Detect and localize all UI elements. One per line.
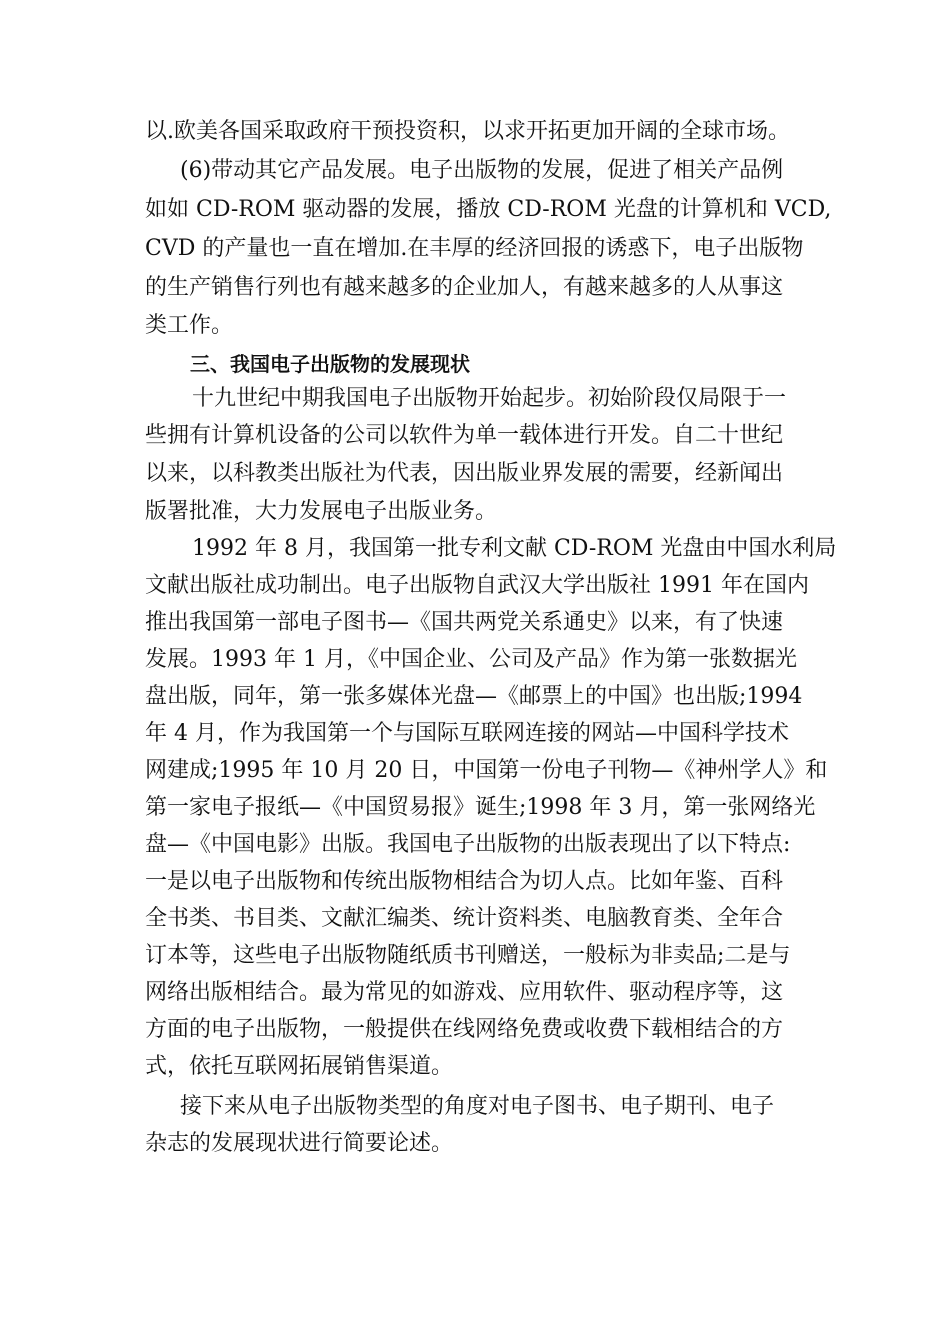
text-line: 杂志的发展现状进行简要论述。: [145, 1131, 454, 1156]
text-line: 全书类、书目类、文献汇编类、统计资料类、电脑教育类、全年合: [145, 906, 784, 931]
text-line: 1992 年 8 月，我国第一批专利文献 CD-ROM 光盘由中国水利局: [192, 536, 837, 561]
text-line: 些拥有计算机设备的公司以软件为单一载体进行开发。自二十世纪: [145, 423, 784, 448]
text-line: 文献出版社成功制出。电子出版物自武汉大学出版社 1991 年在国内: [145, 573, 809, 598]
text-line: 的生产销售行列也有越来越多的企业加人，有越来越多的人从事这: [145, 275, 784, 300]
text-line: 以来，以科教类出版社为代表，因出版业界发展的需要，经新闻出: [145, 461, 784, 486]
text-line: 订本等，这些电子出版物随纸质书刊赠送，一般标为非卖品;二是与: [145, 943, 791, 968]
text-line: 第一家电子报纸—《中国贸易报》诞生;1998 年 3 月，第一张网络光: [145, 795, 816, 820]
text-line: 盘—《中国电影》出版。我国电子出版物的出版表现出了以下特点:: [145, 832, 791, 857]
text-line: 一是以电子出版物和传统出版物相结合为切人点。比如年鉴、百科: [145, 869, 784, 894]
text-line: 式，依托互联网拓展销售渠道。: [145, 1054, 454, 1079]
text-line: 如如 CD-ROM 驱动器的发展，播放 CD-ROM 光盘的计算机和 VCD,: [145, 197, 832, 222]
text-line: 年 4 月，作为我国第一个与国际互联网连接的网站—中国科学技术: [145, 721, 789, 746]
text-line: 推出我国第一部电子图书—《国共两党关系通史》以来，有了快速: [145, 610, 784, 635]
text-line: 十九世纪中期我国电子出版物开始起步。初始阶段仅局限于一: [192, 386, 787, 411]
text-line: 盘出版，同年，第一张多媒体光盘—《邮票上的中国》也出版;1994: [145, 684, 803, 709]
text-line: CVD 的产量也一直在增加.在丰厚的经济回报的诱惑下，电子出版物: [145, 236, 804, 261]
text-line: (6)带动其它产品发展。电子出版物的发展，促进了相关产品例: [180, 158, 784, 183]
text-line: 方面的电子出版物，一般提供在线网络免费或收费下载相结合的方: [145, 1017, 784, 1042]
text-line: 接下来从电子出版物类型的角度对电子图书、电子期刊、电子: [180, 1094, 775, 1119]
text-line: 以.欧美各国采取政府干预投资积，以求开拓更加开阔的全球市场。: [145, 119, 790, 144]
section-heading: 三、我国电子出版物的发展现状: [190, 352, 470, 376]
text-line: 版署批准，大力发展电子出版业务。: [145, 499, 498, 524]
text-line: 网建成;1995 年 10 月 20 日，中国第一份电子刊物—《神州学人》和: [145, 758, 828, 783]
text-line: 发展。1993 年 1 月，《中国企业、公司及产品》作为第一张数据光: [145, 647, 797, 672]
text-line: 网络出版相结合。最为常见的如游戏、应用软件、驱动程序等，这: [145, 980, 784, 1005]
text-line: 类工作。: [145, 313, 234, 338]
